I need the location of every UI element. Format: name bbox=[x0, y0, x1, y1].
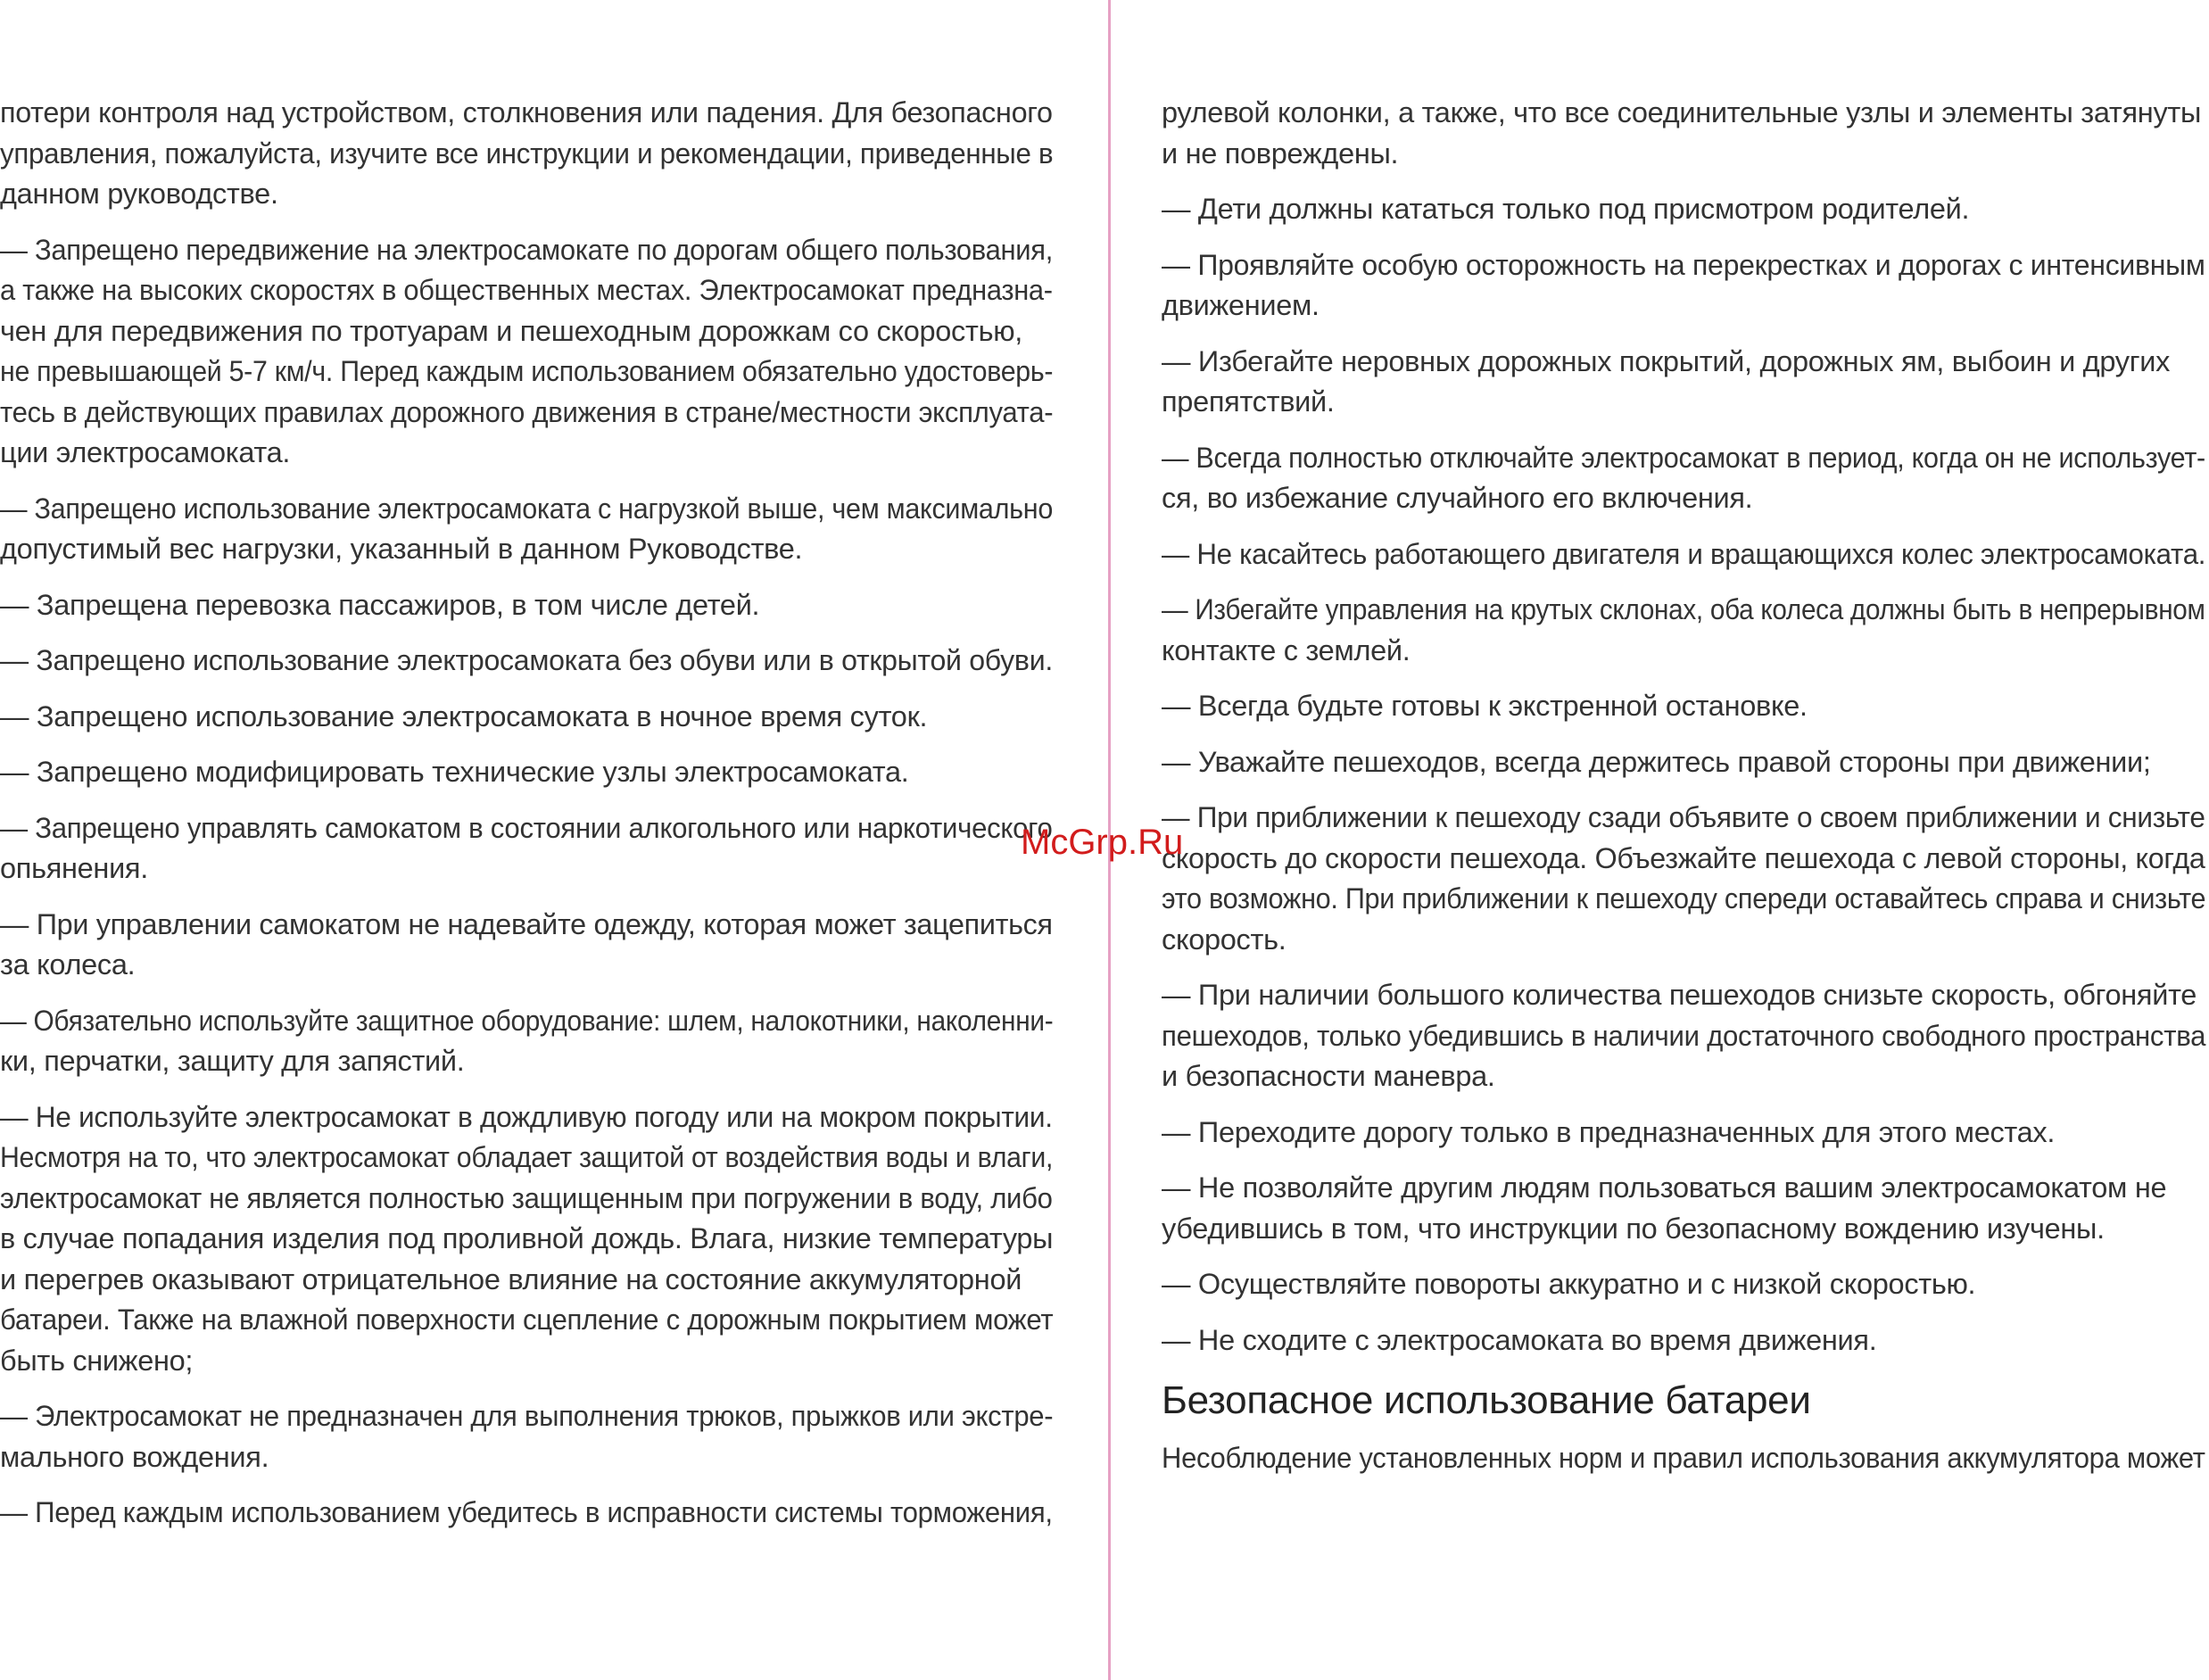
right-paragraph bbox=[1162, 975, 2205, 1097]
right-paragraph bbox=[1162, 686, 2205, 727]
text-line: — Обязательно используйте защитное оборудование: шлем, налокотники, наколенни- bbox=[0, 1004, 1054, 1037]
section-heading-battery: Безопасное использование батареи bbox=[1162, 1378, 1811, 1422]
text-line: опьянения. bbox=[0, 852, 148, 884]
text-line: — Осуществляйте повороты аккуратно и с низкой скоростью. bbox=[1162, 1268, 1976, 1300]
text-line: потери контроля над устройством, столкновения или падения. Для безопасного bbox=[0, 96, 1053, 128]
text-line: — При наличии большого количества пешеходов снизьте скорость, обгоняйте bbox=[1162, 979, 2197, 1011]
left-paragraph bbox=[0, 905, 1053, 986]
left-paragraph bbox=[0, 489, 1053, 570]
text-line: чен для передвижения по тротуарам и пешеходным дорожкам со скоростью, bbox=[0, 314, 1023, 347]
text-line: — Переходите дорогу только в предназначенных для этого местах. bbox=[1162, 1115, 2056, 1148]
text-line: мального вождения. bbox=[0, 1440, 269, 1473]
right-paragraph bbox=[1162, 1113, 2205, 1154]
left-paragraph bbox=[0, 93, 1053, 215]
text-line: Несоблюдение установленных норм и правил использования аккумулятора может bbox=[1162, 1442, 2205, 1474]
text-line: электросамокат не является полностью защищенным при погружении в воду, либо bbox=[0, 1181, 1053, 1214]
text-line: скорость до скорости пешехода. Объезжайте пешехода с левой стороны, когда bbox=[1162, 841, 2205, 874]
text-line: — Запрещено передвижение на электросамокате по дорогам общего пользования, bbox=[0, 233, 1054, 266]
right-paragraph bbox=[1162, 1320, 2205, 1361]
left-paragraph bbox=[0, 1001, 1053, 1082]
text-line: в случае попадания изделия под проливной дождь. Влага, низкие температуры bbox=[0, 1222, 1054, 1254]
text-line: это возможно. При приближении к пешеходу спереди оставайтесь справа и снизьте bbox=[1162, 882, 2206, 914]
text-line: и перегрев оказывают отрицательное влияние на состояние аккумуляторной bbox=[0, 1262, 1022, 1295]
text-line: — Уважайте пешеходов, всегда держитесь правой стороны при движении; bbox=[1162, 745, 2151, 778]
right-paragraph bbox=[1162, 534, 2205, 575]
text-line: и не повреждены. bbox=[1162, 137, 1399, 170]
text-line: — Не сходите с электросамоката во время движения. bbox=[1162, 1323, 1877, 1356]
text-line: — Всегда будьте готовы к экстренной остановке. bbox=[1162, 690, 1808, 722]
text-line: тесь в действующих правилах дорожного движения в стране/местности эксплуата- bbox=[0, 395, 1054, 428]
text-line: — Избегайте неровных дорожных покрытий, дорожных ям, выбоин и других bbox=[1162, 344, 2171, 377]
text-line: убедившись в том, что инструкции по безопасному вождению изучены. bbox=[1162, 1212, 2105, 1245]
right-paragraph bbox=[1162, 1168, 2205, 1249]
text-line: — Запрещена перевозка пассажиров, в том числе детей. bbox=[0, 588, 760, 621]
left-paragraph bbox=[0, 1097, 1053, 1382]
right-paragraph bbox=[1162, 245, 2205, 327]
right-paragraph bbox=[1162, 590, 2205, 671]
text-line: пешеходов, только убедившись в наличии достаточного свободного пространства bbox=[1162, 1019, 2206, 1052]
text-line: за колеса. bbox=[0, 948, 136, 981]
text-line: — Запрещено использование электросамоката с нагрузкой выше, чем максимально bbox=[0, 492, 1054, 525]
text-line: батареи. Также на влажной поверхности сцепление с дорожным покрытием может bbox=[0, 1303, 1054, 1336]
text-line: — Избегайте управления на крутых склонах, оба колеса должны быть в непрерывном bbox=[1162, 593, 2205, 625]
text-line: управления, пожалуйста, изучите все инструкции и рекомендации, приведенные в bbox=[0, 137, 1054, 170]
text-line: допустимый вес нагрузки, указанный в данном Руководстве. bbox=[0, 533, 803, 565]
left-paragraph bbox=[0, 641, 1053, 682]
text-line: — Не используйте электросамокат в дождливую погоду или на мокром покрытии. bbox=[0, 1100, 1053, 1133]
left-paragraph bbox=[0, 752, 1053, 793]
text-line: — Дети должны кататься только под присмотром родителей. bbox=[1162, 193, 1970, 225]
text-line: скорость. bbox=[1162, 923, 1287, 956]
text-line: — Проявляйте особую осторожность на перекрестках и дорогах с интенсивным bbox=[1162, 248, 2205, 281]
left-paragraph bbox=[0, 230, 1053, 474]
right-paragraph bbox=[1162, 798, 2205, 960]
text-line: движением. bbox=[1162, 289, 1320, 321]
right-column-paragraphs bbox=[1162, 93, 2205, 1361]
left-paragraph bbox=[0, 585, 1053, 626]
right-paragraph bbox=[1162, 742, 2205, 783]
left-paragraph bbox=[0, 1396, 1053, 1477]
text-line: — Не касайтесь работающего двигателя и вращающихся колес электросамоката. bbox=[1162, 537, 2206, 570]
right-paragraph bbox=[1162, 93, 2205, 174]
text-line: — Запрещено управлять самокатом в состоянии алкогольного или наркотического bbox=[0, 811, 1053, 844]
text-line: рулевой колонки, а также, что все соединительные узлы и элементы затянуты bbox=[1162, 96, 2202, 128]
left-column bbox=[0, 93, 1053, 1549]
text-line: препятствий. bbox=[1162, 385, 1335, 418]
text-line: — Не позволяйте другим людям пользоваться вашим электросамокатом не bbox=[1162, 1171, 2167, 1204]
watermark: McGrp.Ru bbox=[1021, 823, 1184, 862]
text-line: контакте с землей. bbox=[1162, 633, 1411, 666]
left-paragraph bbox=[0, 697, 1053, 738]
text-line: — Всегда полностью отключайте электросамокат в период, когда он не использует- bbox=[1162, 441, 2205, 474]
section-paragraph bbox=[1162, 1438, 2205, 1479]
text-line: Несмотря на то, что электросамокат обладает защитой от воздействия воды и влаги, bbox=[0, 1141, 1054, 1173]
section-body-paragraph bbox=[1162, 1438, 2205, 1479]
right-column bbox=[1162, 93, 2205, 1494]
text-line: — Запрещено модифицировать технические узлы электросамоката. bbox=[0, 756, 909, 788]
left-paragraph bbox=[0, 808, 1053, 890]
text-line: а также на высоких скоростях в общественных местах. Электросамокат предназна- bbox=[0, 274, 1053, 306]
text-line: — Перед каждым использованием убедитесь в исправности системы торможения, bbox=[0, 1496, 1053, 1528]
text-line: ции электросамоката. bbox=[0, 436, 291, 468]
text-line: не превышающей 5-7 км/ч. Перед каждым использованием обязательно удостоверь- bbox=[0, 355, 1054, 387]
text-line: — При приближении к пешеходу сзади объявите о своем приближении и снизьте bbox=[1162, 801, 2205, 833]
text-line: — Электросамокат не предназначен для выполнения трюков, прыжков или экстре- bbox=[0, 1400, 1054, 1432]
text-line: ся, во избежание случайного его включения. bbox=[1162, 482, 1753, 514]
text-line: — При управлении самокатом не надевайте одежду, которая может зацепиться bbox=[0, 907, 1053, 940]
right-paragraph bbox=[1162, 438, 2205, 519]
text-line: и безопасности маневра. bbox=[1162, 1060, 1495, 1092]
text-line: — Запрещено использование электросамоката в ночное время суток. bbox=[0, 699, 928, 732]
left-paragraph bbox=[0, 1493, 1053, 1534]
right-paragraph bbox=[1162, 189, 2205, 230]
text-line: ки, перчатки, защиту для запястий. bbox=[0, 1045, 465, 1077]
right-paragraph bbox=[1162, 342, 2205, 423]
text-line: — Запрещено использование электросамоката без обуви или в открытой обуви. bbox=[0, 644, 1053, 676]
right-paragraph bbox=[1162, 1264, 2205, 1305]
text-line: данном руководстве. bbox=[0, 178, 278, 210]
text-line: быть снижено; bbox=[0, 1344, 194, 1377]
